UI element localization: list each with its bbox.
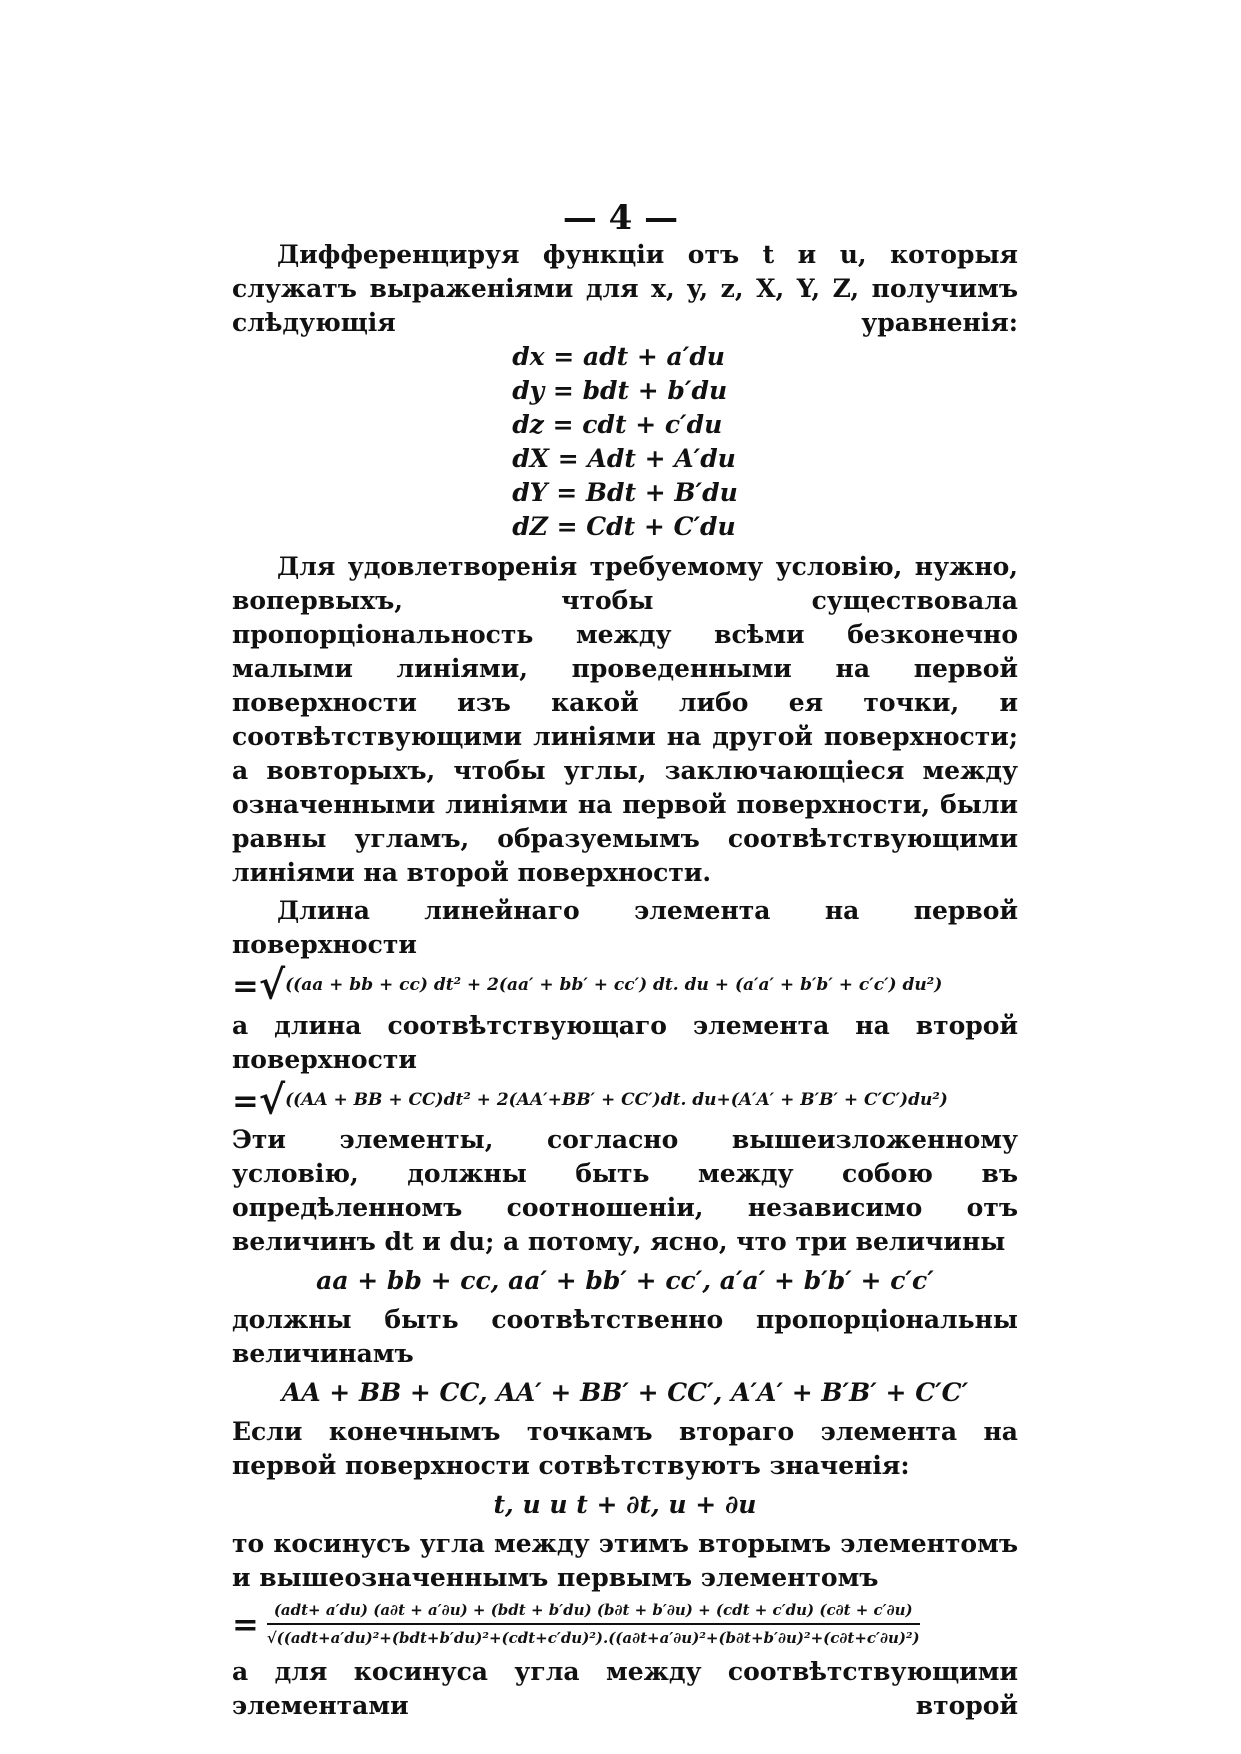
- differential-equations: [232, 340, 1018, 544]
- expression-lowercase: aa + bb + cc, aa′ + bb′ + cc′, a′a′ + b′b′ + c′c′: [316, 1266, 934, 1295]
- paragraph-condition: Для удовлетворенія требуемому условію, нужно, вопервыхъ, чтобы существовала пропорціональность между всѣми безконечно малыми линіями, проведенными на первой поверхности изъ какой либо ея точки, и соотвѣтствующими линіями на другой поверхности; а вовторыхъ, чтобы углы, заключающіеся между означенными линіями на первой поверхности, были равны угламъ, образуемымъ соотвѣтствующими линіями на второй поверхности.: [232, 552, 1018, 887]
- formula-second-element: [232, 1077, 1018, 1124]
- equation-dz: dz = cdt + c′du: [512, 410, 723, 439]
- fraction-denominator: √((adt+a′du)²+(bdt+b′du)²+(cdt+c′du)²).((a∂t+a′∂u)²+(b∂t+b′∂u)²+(c∂t+c′∂u)²): [266, 1629, 920, 1647]
- cosine-formula: [232, 1599, 1018, 1649]
- formula-first-element: [232, 962, 1018, 1009]
- paragraph-second-length: а длина соотвѣтствующаго элемента на второй поверхности: [232, 1010, 1018, 1074]
- equals-sign: =: [232, 1605, 259, 1643]
- equation-dy: dy = bdt + b′du: [512, 376, 728, 405]
- expression-values: t, u и t + ∂t, u + ∂u: [493, 1490, 757, 1519]
- sqrt-sign: √: [258, 1076, 286, 1123]
- sqrt-sign: √: [258, 961, 286, 1009]
- paragraph-cosine: то косинусъ угла между этимъ вторымъ элементомъ и вышеозначеннымъ первымъ элементомъ: [232, 1529, 1018, 1592]
- equals-sign: =: [232, 1081, 259, 1119]
- page-number: — 4 —: [562, 198, 679, 238]
- formula-first-body: ((aa + bb + cc) dt² + 2(aa′ + bb′ + cc′) dt. du + (a′a′ + b′b′ + c′c′) du²): [285, 975, 943, 995]
- paragraph-second-cosine: а для косинуса угла между соотвѣтствующими элементами второй: [232, 1657, 1018, 1720]
- equation-dX: dX = Adt + A′du: [512, 444, 736, 473]
- paragraph-proportion: Эти элементы, согласно вышеизложенному условію, должны быть между собою въ опредѣленномъ соотношеніи, независимо отъ величинъ dt и du; а потому, ясно, что три величины: [232, 1125, 1018, 1256]
- fraction-numerator: (adt+ a′du) (a∂t + a′∂u) + (bdt + b′du) (b∂t + b′∂u) + (cdt + c′du) (c∂t + c′∂u): [267, 1599, 920, 1625]
- paragraph-proportional: должны быть соотвѣтственно пропорціональны величинамъ: [232, 1305, 1018, 1368]
- paragraph-first-length: Длина линейнаго элемента на первой поверхности: [232, 896, 1018, 959]
- paragraph-endpoints: Если конечнымъ точкамъ втораго элемента на первой поверхности сотвѣтствуютъ значенія:: [232, 1417, 1018, 1480]
- equation-dx: dx = adt + a′du: [512, 342, 725, 371]
- equation-dZ: dZ = Cdt + C′du: [512, 512, 736, 541]
- formula-second-body: ((AA + BB + CC)dt² + 2(AA′+BB′ + CC′)dt. du+(A′A′ + B′B′ + C′C′)du²): [285, 1089, 948, 1110]
- cosine-fraction: [267, 1599, 920, 1649]
- equals-sign: =: [232, 966, 259, 1005]
- body-text: [232, 238, 1018, 1723]
- expression-uppercase: AA + BB + CC, AA′ + BB′ + CC′, A′A′ + B′B′ + C′C′: [281, 1378, 969, 1407]
- equation-dY: dY = Bdt + B′du: [512, 478, 738, 507]
- paragraph-differentiation: Диффеpенцируя функціи отъ t и u, которыя служатъ выраженіями для x, y, z, X, Y, Z, получимъ слѣдующія уравненія:: [232, 240, 1018, 337]
